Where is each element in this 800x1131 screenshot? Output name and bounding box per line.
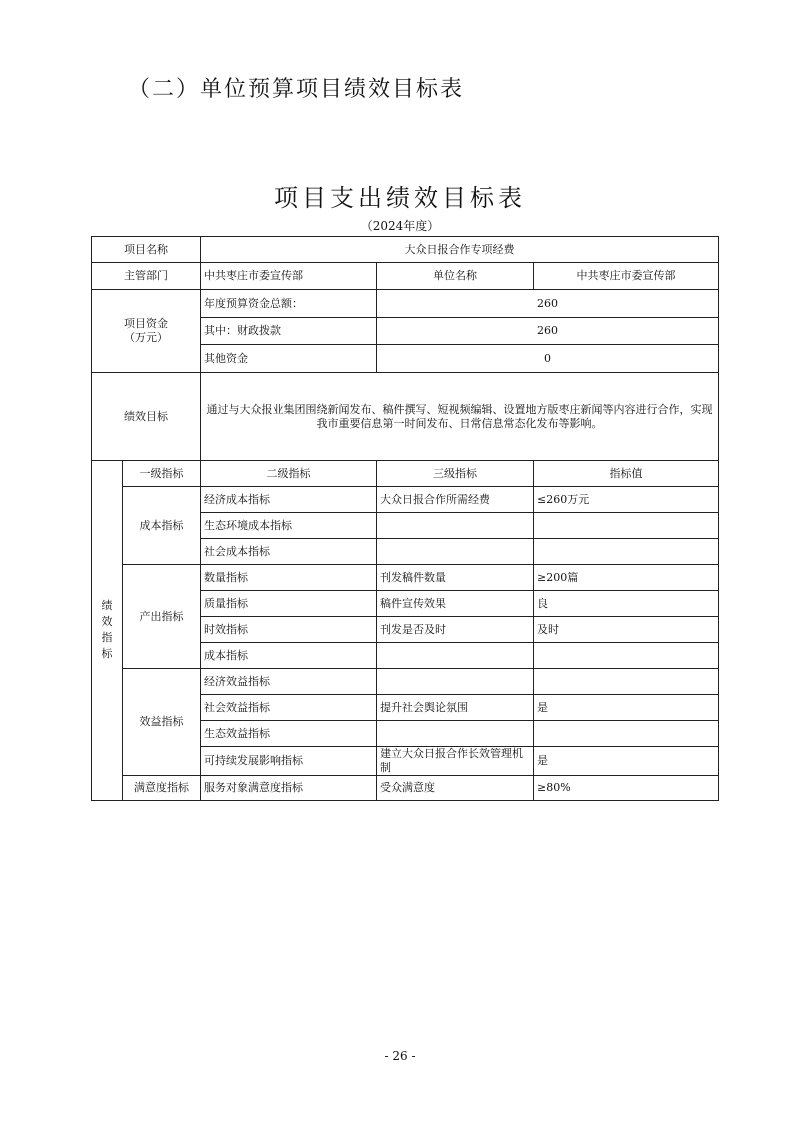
funds-other-value: 0: [377, 345, 719, 373]
department-value: 中共枣庄市委宣传部: [201, 263, 377, 290]
benefit-indicator-label: 效益指标: [123, 669, 201, 776]
cost-indicator-label: 成本指标: [123, 487, 201, 565]
level2-cell: 生态环境成本指标: [201, 513, 377, 539]
header-level1: 一级指标: [123, 461, 201, 487]
value-cell: ≥80%: [534, 775, 719, 800]
performance-target-table: [91, 236, 719, 801]
project-name-label: 项目名称: [92, 237, 201, 263]
funds-fiscal-label: 其中：财政拨款: [201, 318, 377, 345]
header-level3: 三级指标: [377, 461, 534, 487]
level2-cell: 社会成本指标: [201, 539, 377, 565]
performance-goal-text: 通过与大众报业集团围绕新闻发布、稿件撰写、短视频编辑、设置地方版枣庄新闻等内容进行合作，实现我市重要信息第一时间发布、日常信息常态化发布等影响。: [201, 373, 719, 461]
level2-cell: 服务对象满意度指标: [201, 775, 377, 800]
level3-cell: [377, 643, 534, 669]
funds-total-value: 260: [377, 290, 719, 318]
level2-cell: 社会效益指标: [201, 695, 377, 721]
side-label-char: 指: [101, 631, 113, 645]
indicator-row: [92, 775, 719, 800]
page-number: - 26 -: [384, 1049, 416, 1063]
funds-total-label: 年度预算资金总额：: [201, 290, 377, 318]
value-cell: 是: [534, 695, 719, 721]
unit-name-label: 单位名称: [377, 263, 534, 290]
level3-cell: 大众日报合作所需经费: [377, 487, 534, 513]
unit-name-value: 中共枣庄市委宣传部: [534, 263, 719, 290]
level3-cell: [377, 539, 534, 565]
level3-cell: 稿件宣传效果: [377, 591, 534, 617]
indicator-row: [92, 565, 719, 591]
funds-other-label: 其他资金: [201, 345, 377, 373]
level2-cell: 质量指标: [201, 591, 377, 617]
level2-cell: 经济效益指标: [201, 669, 377, 695]
value-cell: ≤260万元: [534, 487, 719, 513]
level3-cell: 提升社会舆论氛围: [377, 695, 534, 721]
value-cell: [534, 721, 719, 747]
satisfaction-indicator-label: 满意度指标: [123, 775, 201, 800]
indicator-row: [92, 487, 719, 513]
level3-cell: 建立大众日报合作长效管理机制: [377, 747, 534, 776]
side-label-char: 绩: [101, 599, 113, 613]
value-cell: 良: [534, 591, 719, 617]
funds-label-line1: 项目资金: [124, 317, 168, 331]
document-title: 项目支出绩效目标表: [274, 184, 526, 212]
level2-cell: 经济成本指标: [201, 487, 377, 513]
level3-cell: [377, 513, 534, 539]
level3-cell: 刊发是否及时: [377, 617, 534, 643]
value-cell: [534, 643, 719, 669]
level2-cell: 时效指标: [201, 617, 377, 643]
indicator-row: [92, 669, 719, 695]
value-cell: [534, 513, 719, 539]
side-label-char: 标: [101, 647, 113, 661]
project-name-row: [92, 237, 719, 263]
funds-label-line2: （万元）: [124, 331, 168, 344]
level2-cell: 成本指标: [201, 643, 377, 669]
level2-cell: 数量指标: [201, 565, 377, 591]
document-year: （2024年度）: [360, 219, 440, 233]
level3-cell: 刊发稿件数量: [377, 565, 534, 591]
value-cell: 是: [534, 747, 719, 776]
side-label-char: 效: [101, 615, 113, 629]
performance-goal-row: [92, 373, 719, 461]
level3-cell: 受众满意度: [377, 775, 534, 800]
level3-cell: [377, 669, 534, 695]
department-row: [92, 263, 719, 290]
value-cell: 及时: [534, 617, 719, 643]
indicator-side-label: [92, 461, 123, 801]
level2-cell: 生态效益指标: [201, 721, 377, 747]
funds-fiscal-value: 260: [377, 318, 719, 345]
level2-cell: 可持续发展影响指标: [201, 747, 377, 776]
value-cell: [534, 539, 719, 565]
header-level2: 二级指标: [201, 461, 377, 487]
funds-row: [92, 290, 719, 318]
funds-label: [92, 290, 201, 373]
level3-cell: [377, 721, 534, 747]
department-label: 主管部门: [92, 263, 201, 290]
value-cell: [534, 669, 719, 695]
value-cell: ≥200篇: [534, 565, 719, 591]
header-value: 指标值: [534, 461, 719, 487]
project-name-value: 大众日报合作专项经费: [201, 237, 719, 263]
section-heading: （二）单位预算项目绩效目标表: [128, 77, 465, 102]
indicator-header-row: [92, 461, 719, 487]
performance-goal-label: 绩效目标: [92, 373, 201, 461]
output-indicator-label: 产出指标: [123, 565, 201, 669]
